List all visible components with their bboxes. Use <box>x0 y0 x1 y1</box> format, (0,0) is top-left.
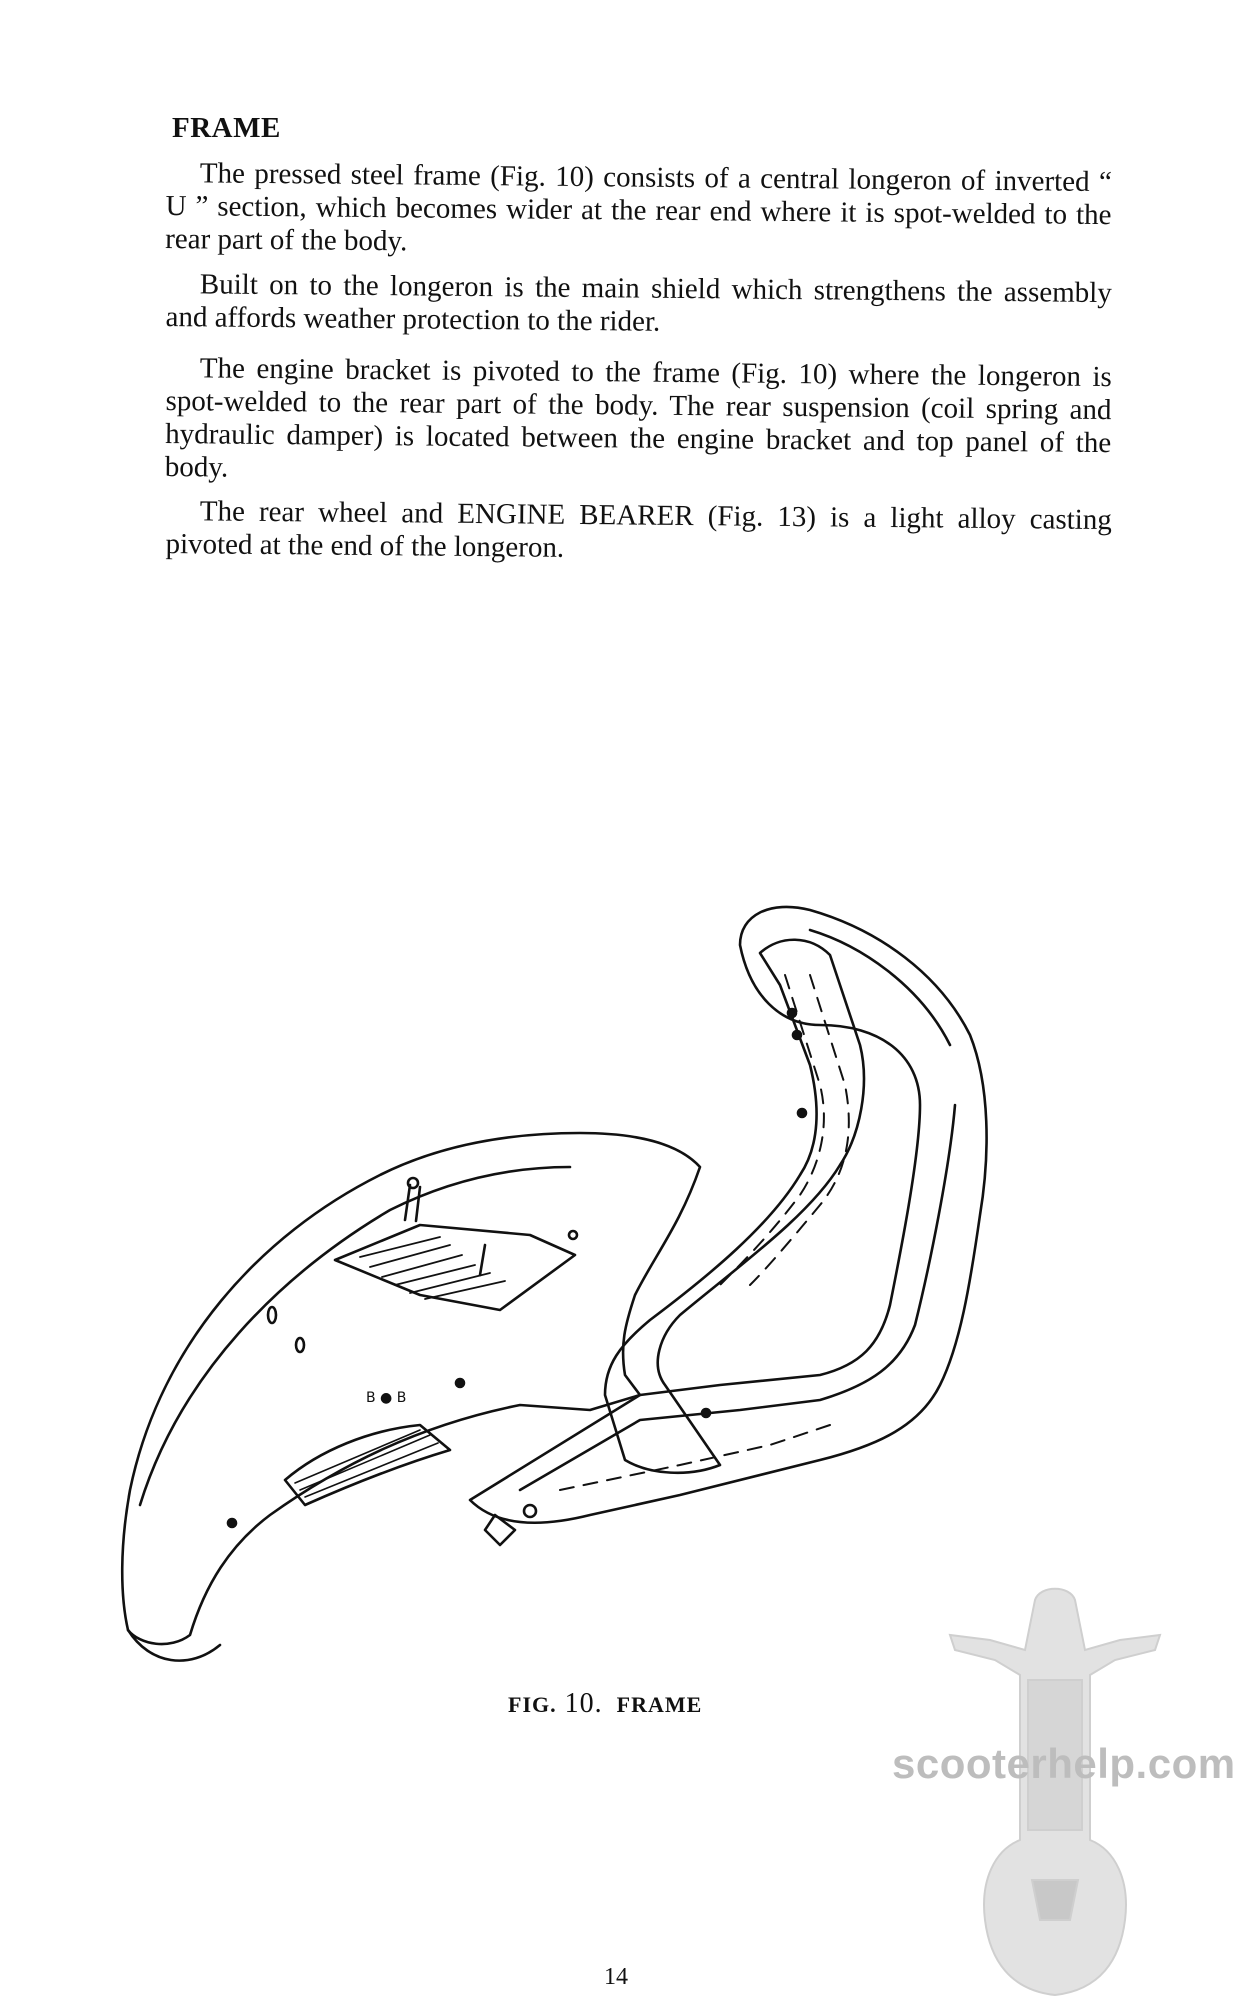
paragraph-engine-bracket: The engine bracket is pivoted to the frame (Fig. 10) where the longeron is spot-welded to the rear part of the body. The rear suspension (coil spring and hydraulic damper) is located between the engine bracket and top panel of the body. <box>164 352 1112 484</box>
figure-number: 10. <box>564 1688 603 1719</box>
scooter-frame-illustration <box>120 905 1120 1675</box>
paragraph-frame-description: The pressed steel frame (Fig. 10) consists of a central longeron of inverted “ U ” section, which becomes wider at the rear end where it is spot-welded to the rear part of the body. <box>165 157 1112 258</box>
watermark-text: scooterhelp.com <box>892 1740 1236 1787</box>
figure-caption <box>508 1688 702 1720</box>
figure-label: FIG. <box>508 1692 557 1717</box>
figure-title: FRAME <box>616 1692 703 1717</box>
section-title: FRAME <box>172 112 281 144</box>
scooter-silhouette-icon <box>940 1580 1170 2000</box>
paragraph-main-shield: Built on to the longeron is the main shield which strengthens the assembly and affords weather protection to the rider. <box>165 268 1112 338</box>
svg-text:B ● B: B ● B <box>366 1390 407 1406</box>
paragraph-engine-bearer: The rear wheel and ENGINE BEARER (Fig. 13) is a light alloy casting pivoted at the end of the longeron. <box>165 495 1112 564</box>
page-number: 14 <box>604 1964 628 1990</box>
